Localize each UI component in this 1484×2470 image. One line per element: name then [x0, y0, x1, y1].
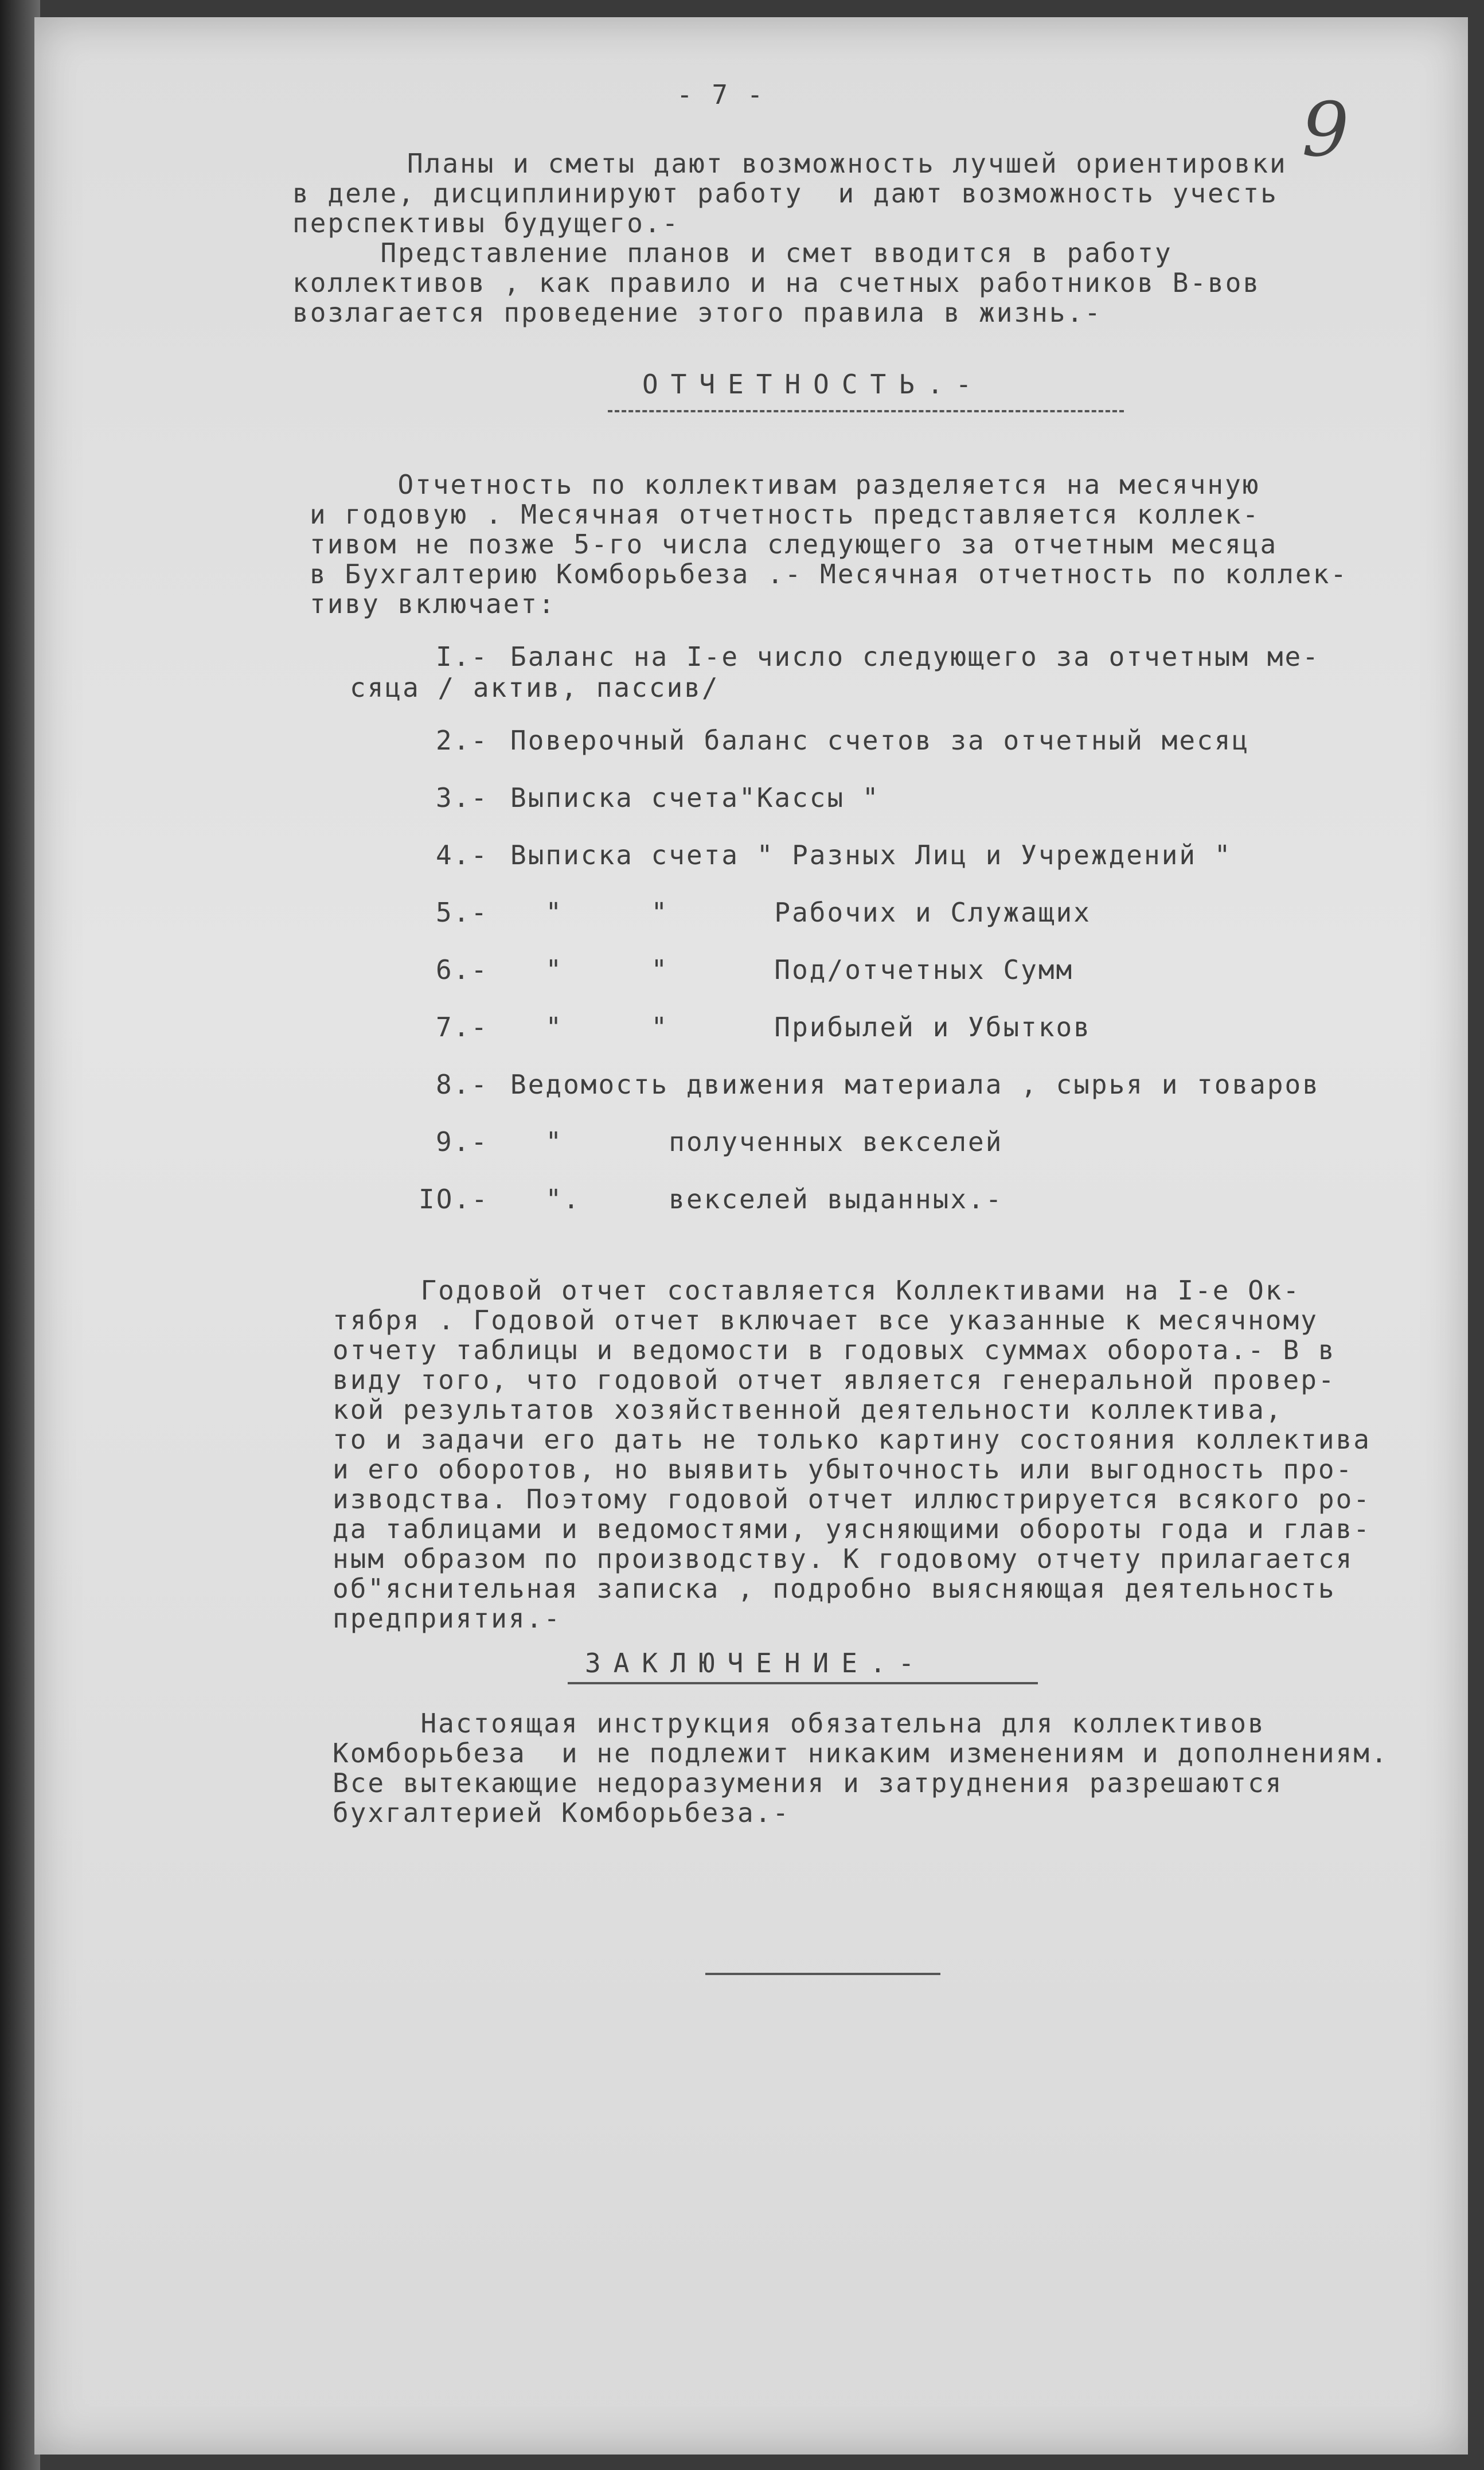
reporting-line: и годовую . Месячная отчетность представляется коллек-: [310, 499, 1260, 530]
list-item-number: 8.-: [436, 1069, 489, 1100]
annual-line: кой результатов хозяйственной деятельности коллектива,: [333, 1394, 1283, 1425]
annual-line: тября . Годовой отчет включает все указанные к месячному: [333, 1305, 1318, 1336]
section-heading-conclusion: ЗАКЛЮЧЕНИЕ.-: [585, 1648, 927, 1679]
document-page: [34, 17, 1468, 2455]
list-item-text: " полученных векселей: [510, 1126, 1003, 1157]
intro-line: перспективы будущего.-: [292, 208, 680, 239]
intro-line: возлагается проведение этого правила в жизнь.-: [292, 297, 1102, 328]
intro-line: Планы и сметы дают возможность лучшей ориентировки: [407, 148, 1287, 179]
handwritten-page-number: 9: [1302, 86, 1349, 173]
annual-line: изводства. Поэтому годовой отчет иллюстрируется всякого ро-: [333, 1484, 1371, 1515]
conclusion-line: Все вытекающие недоразумения и затруднения разрешаются: [333, 1767, 1283, 1798]
list-item-number: 2.-: [436, 725, 489, 756]
list-item-text: ". векселей выданных.-: [510, 1184, 1003, 1215]
annual-line: да таблицами и ведомостями, уясняющими обороты года и глав-: [333, 1513, 1371, 1544]
page-number: - 7 -: [677, 79, 765, 110]
reporting-line: в Бухгалтерию Комборьбеза .- Месячная отчетность по коллек-: [310, 559, 1348, 590]
list-item-number: 7.-: [436, 1012, 489, 1043]
list-item-text: Баланс на I-е число следующего за отчетным ме-: [510, 641, 1320, 672]
reporting-line: тивом не позже 5-го числа следующего за отчетным месяца: [310, 529, 1278, 560]
list-item-text: Ведомость движения материала , сырья и товаров: [510, 1069, 1320, 1100]
intro-line: коллективов , как правило и на счетных работников В-вов: [292, 267, 1261, 298]
list-item-text: " " Под/отчетных Сумм: [510, 954, 1074, 985]
conclusion-line: Настоящая инструкция обязательна для коллективов: [333, 1708, 1266, 1739]
reporting-line: Отчетность по коллективам разделяется на месячную: [310, 469, 1260, 500]
conclusion-line: бухгалтерией Комборьбеза.-: [333, 1797, 791, 1828]
section-heading-reporting: ОТЧЕТНОСТЬ.-: [642, 369, 985, 400]
heading-underline: [568, 1682, 1038, 1684]
annual-line: предприятия.-: [333, 1603, 562, 1634]
list-item-text: Поверочный баланс счетов за отчетный месяц: [510, 725, 1250, 756]
heading-underline: [608, 410, 1124, 412]
annual-line: об"яснительная записка , подробно выясняющая деятельность: [333, 1573, 1336, 1604]
list-item-number: I.-: [436, 641, 489, 672]
list-item-text: Выписка счета"Кассы ": [510, 782, 880, 813]
list-item-number: IO.-: [419, 1184, 489, 1215]
closing-divider: [705, 1973, 940, 1975]
list-item-number: 6.-: [436, 954, 489, 985]
annual-line: виду того, что годовой отчет является генеральной провер-: [333, 1364, 1336, 1395]
list-item-text: сяца / актив, пассив/: [350, 672, 720, 703]
list-item-text: Выписка счета " Разных Лиц и Учреждений ": [510, 840, 1232, 871]
list-item-number: 9.-: [436, 1126, 489, 1157]
list-item-number: 4.-: [436, 840, 489, 871]
annual-line: и его оборотов, но выявить убыточность или выгодность про-: [333, 1454, 1354, 1485]
annual-line: отчету таблицы и ведомости в годовых суммах оборота.- В в: [333, 1334, 1336, 1365]
annual-line: Годовой отчет составляется Коллективами на I-е Ок-: [333, 1275, 1301, 1306]
intro-line: в деле, дисциплинируют работу и дают возможность учесть: [292, 178, 1278, 209]
list-item-number: 3.-: [436, 782, 489, 813]
list-item-number: 5.-: [436, 897, 489, 928]
annual-line: то и задачи его дать не только картину состояния коллектива: [333, 1424, 1371, 1455]
reporting-line: тиву включает:: [310, 588, 556, 619]
list-item-text: " " Рабочих и Служащих: [510, 897, 1091, 928]
annual-line: ным образом по производству. К годовому отчету прилагается: [333, 1543, 1354, 1574]
list-item-text: " " Прибылей и Убытков: [510, 1012, 1091, 1043]
intro-line: Представление планов и смет вводится в работу: [292, 237, 1173, 268]
conclusion-line: Комборьбеза и не подлежит никаким изменениям и дополнениям.: [333, 1738, 1389, 1769]
